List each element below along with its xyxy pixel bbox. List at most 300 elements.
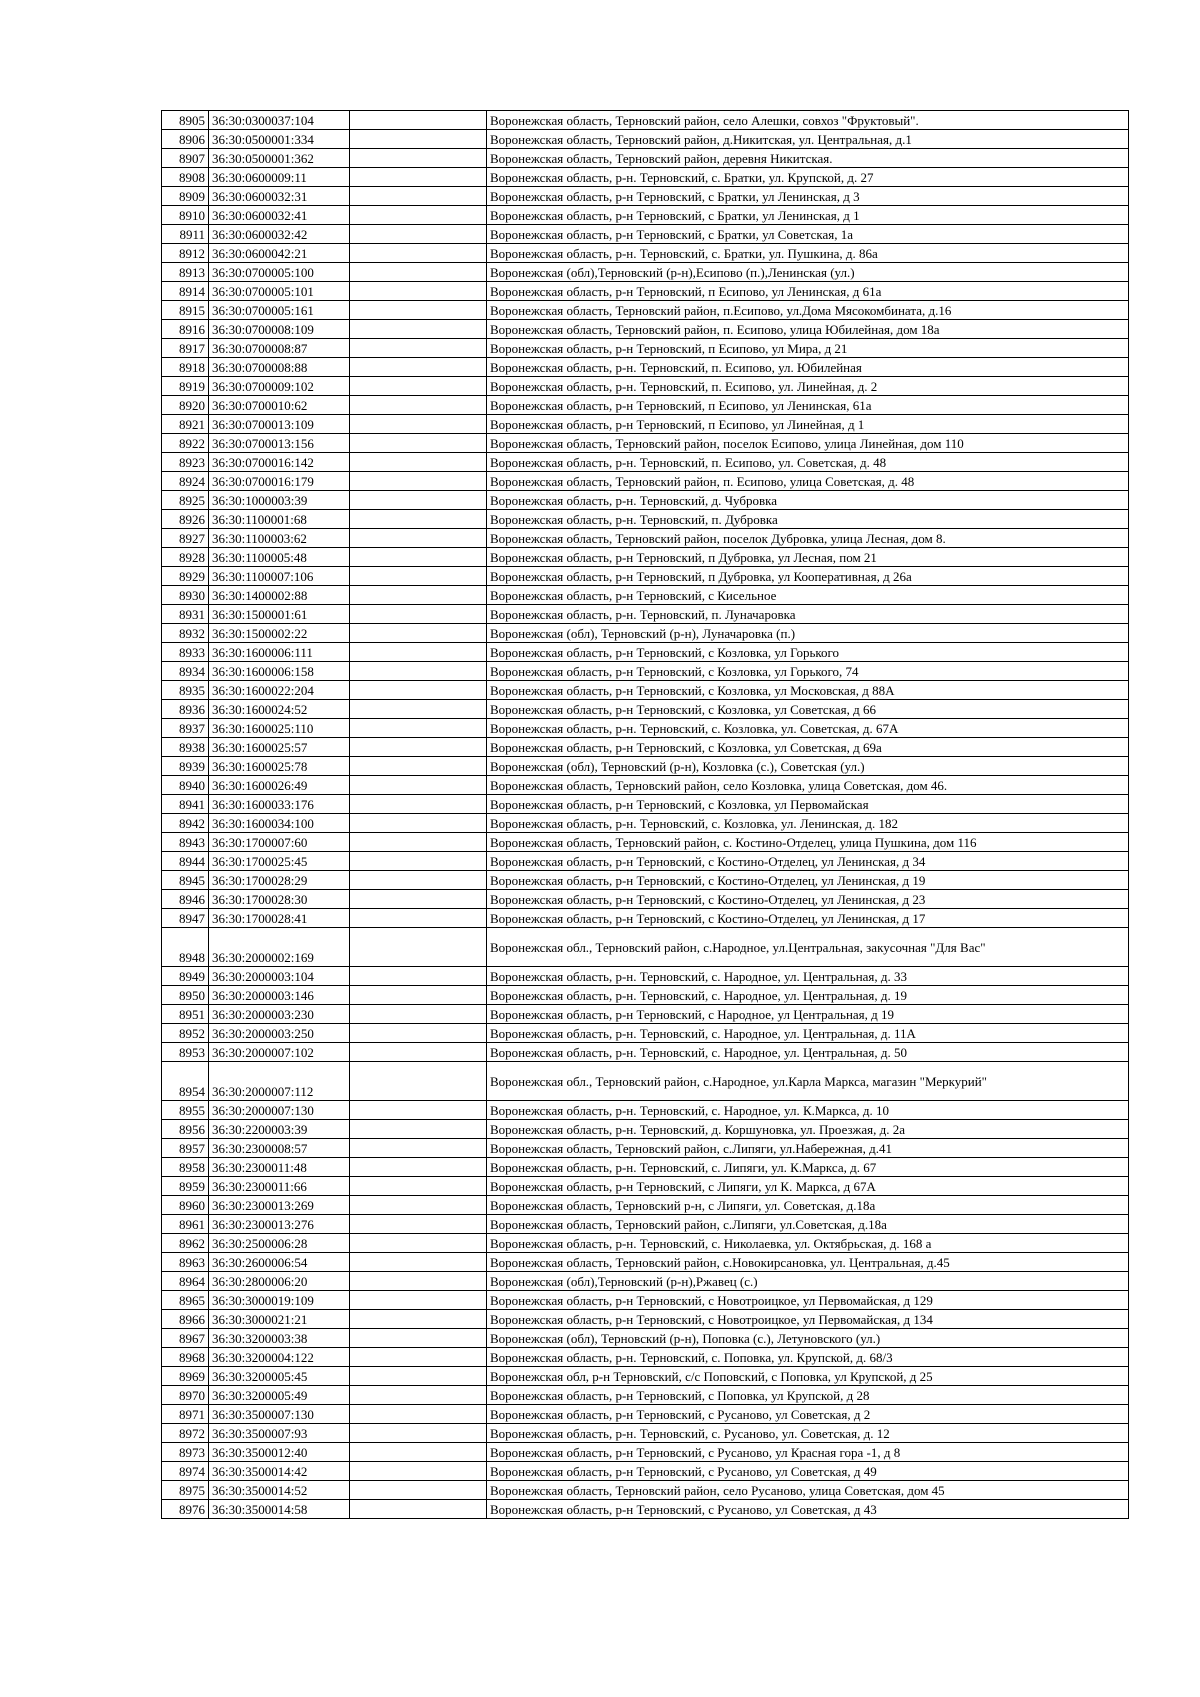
table-row [162, 453, 1129, 472]
table-row [162, 377, 1129, 396]
empty-column-cell [350, 453, 487, 472]
address-cell: Воронежская область, Терновский район, село Козловка, улица Советская, дом 46. [487, 776, 1129, 795]
cadastral-number-cell: 36:30:1600025:78 [209, 757, 350, 776]
address-cell: Воронежская область, р-н Терновский, с Русаново, ул Советская, д 49 [487, 1462, 1129, 1481]
cadastral-number-cell: 36:30:0700009:102 [209, 377, 350, 396]
row-number-cell: 8962 [162, 1234, 209, 1253]
row-number-cell: 8953 [162, 1043, 209, 1062]
address-cell: Воронежская область, Терновский район, п.Есипово, ул.Дома Мясокомбината, д.16 [487, 301, 1129, 320]
empty-column-cell [350, 1405, 487, 1424]
empty-column-cell [350, 1101, 487, 1120]
empty-column-cell [350, 1196, 487, 1215]
row-number-cell: 8938 [162, 738, 209, 757]
address-cell: Воронежская обл., Терновский район, с.Народное, ул.Центральная, закусочная "Для Вас" [487, 928, 1129, 967]
empty-column-cell [350, 1329, 487, 1348]
empty-column-cell [350, 491, 487, 510]
empty-column-cell [350, 282, 487, 301]
cadastral-number-cell: 36:30:2300011:66 [209, 1177, 350, 1196]
table-row [162, 1443, 1129, 1462]
row-number-cell: 8964 [162, 1272, 209, 1291]
cadastral-number-cell: 36:30:0700008:87 [209, 339, 350, 358]
table-row [162, 529, 1129, 548]
empty-column-cell [350, 700, 487, 719]
row-number-cell: 8914 [162, 282, 209, 301]
table-row [162, 681, 1129, 700]
table-row [162, 1500, 1129, 1519]
address-cell: Воронежская область, р-н Терновский, п Есипово, ул Ленинская, д 61а [487, 282, 1129, 301]
address-cell: Воронежская область, р-н. Терновский, с. Народное, ул. Центральная, д. 50 [487, 1043, 1129, 1062]
table-row [162, 814, 1129, 833]
empty-column-cell [350, 624, 487, 643]
address-cell: Воронежская обл., Терновский район, с.Народное, ул.Карла Маркса, магазин "Меркурий" [487, 1062, 1129, 1101]
row-number-cell: 8955 [162, 1101, 209, 1120]
address-cell: Воронежская область, Терновский район, деревня Никитская. [487, 149, 1129, 168]
row-number-cell: 8919 [162, 377, 209, 396]
address-cell: Воронежская область, р-н Терновский, с Козловка, ул Советская, д 69а [487, 738, 1129, 757]
address-cell: Воронежская область, р-н Терновский, с Костино-Отделец, ул Ленинская, д 23 [487, 890, 1129, 909]
table-row [162, 1158, 1129, 1177]
address-cell: Воронежская (обл), Терновский (р-н), Луначаровка (п.) [487, 624, 1129, 643]
cadastral-number-cell: 36:30:2300013:276 [209, 1215, 350, 1234]
row-number-cell: 8957 [162, 1139, 209, 1158]
empty-column-cell [350, 1462, 487, 1481]
table-row [162, 263, 1129, 282]
table-row [162, 586, 1129, 605]
row-number-cell: 8940 [162, 776, 209, 795]
empty-column-cell [350, 1424, 487, 1443]
cadastral-number-cell: 36:30:0700016:142 [209, 453, 350, 472]
row-number-cell: 8941 [162, 795, 209, 814]
table-row [162, 890, 1129, 909]
table-row [162, 111, 1129, 130]
empty-column-cell [350, 890, 487, 909]
address-cell: Воронежская область, р-н Терновский, с Братки, ул Советская, 1а [487, 225, 1129, 244]
row-number-cell: 8948 [162, 928, 209, 967]
table-row [162, 605, 1129, 624]
row-number-cell: 8965 [162, 1291, 209, 1310]
empty-column-cell [350, 377, 487, 396]
address-cell: Воронежская область, р-н. Терновский, д. Коршуновка, ул. Проезжая, д. 2а [487, 1120, 1129, 1139]
cadastral-number-cell: 36:30:0500001:362 [209, 149, 350, 168]
cadastral-number-cell: 36:30:1100005:48 [209, 548, 350, 567]
row-number-cell: 8911 [162, 225, 209, 244]
row-number-cell: 8929 [162, 567, 209, 586]
cadastral-number-cell: 36:30:3500014:42 [209, 1462, 350, 1481]
table-row [162, 833, 1129, 852]
row-number-cell: 8969 [162, 1367, 209, 1386]
address-cell: Воронежская область, р-н Терновский, с Козловка, ул Московская, д 88А [487, 681, 1129, 700]
table-row [162, 1272, 1129, 1291]
cadastral-number-cell: 36:30:2800006:20 [209, 1272, 350, 1291]
row-number-cell: 8931 [162, 605, 209, 624]
row-number-cell: 8927 [162, 529, 209, 548]
cadastral-registry-table [161, 110, 1129, 1519]
table-row [162, 1024, 1129, 1043]
row-number-cell: 8946 [162, 890, 209, 909]
row-number-cell: 8922 [162, 434, 209, 453]
empty-column-cell [350, 510, 487, 529]
table-row [162, 662, 1129, 681]
table-row [162, 396, 1129, 415]
row-number-cell: 8907 [162, 149, 209, 168]
empty-column-cell [350, 548, 487, 567]
empty-column-cell [350, 187, 487, 206]
empty-column-cell [350, 814, 487, 833]
cadastral-number-cell: 36:30:2000003:146 [209, 986, 350, 1005]
empty-column-cell [350, 586, 487, 605]
address-cell: Воронежская обл, р-н Терновский, с/с Поповский, с Поповка, ул Крупской, д 25 [487, 1367, 1129, 1386]
row-number-cell: 8909 [162, 187, 209, 206]
table-row [162, 624, 1129, 643]
address-cell: Воронежская область, р-н Терновский, п Есипово, ул Мира, д 21 [487, 339, 1129, 358]
cadastral-number-cell: 36:30:0500001:334 [209, 130, 350, 149]
empty-column-cell [350, 320, 487, 339]
table-row [162, 1310, 1129, 1329]
table-row [162, 967, 1129, 986]
cadastral-number-cell: 36:30:2300013:269 [209, 1196, 350, 1215]
address-cell: Воронежская область, р-н Терновский, с Костино-Отделец, ул Ленинская, д 34 [487, 852, 1129, 871]
table-row [162, 1386, 1129, 1405]
empty-column-cell [350, 738, 487, 757]
row-number-cell: 8918 [162, 358, 209, 377]
cadastral-number-cell: 36:30:1600024:52 [209, 700, 350, 719]
cadastral-number-cell: 36:30:1600034:100 [209, 814, 350, 833]
table-row [162, 757, 1129, 776]
cadastral-number-cell: 36:30:2200003:39 [209, 1120, 350, 1139]
table-row [162, 776, 1129, 795]
empty-column-cell [350, 1481, 487, 1500]
table-row [162, 1253, 1129, 1272]
cadastral-number-cell: 36:30:3200005:49 [209, 1386, 350, 1405]
cadastral-number-cell: 36:30:1100001:68 [209, 510, 350, 529]
cadastral-number-cell: 36:30:2000003:230 [209, 1005, 350, 1024]
empty-column-cell [350, 605, 487, 624]
empty-column-cell [350, 967, 487, 986]
address-cell: Воронежская область, р-н Терновский, с Козловка, ул Советская, д 66 [487, 700, 1129, 719]
row-number-cell: 8906 [162, 130, 209, 149]
address-cell: Воронежская область, Терновский район, д.Никитская, ул. Центральная, д.1 [487, 130, 1129, 149]
cadastral-number-cell: 36:30:0700005:100 [209, 263, 350, 282]
row-number-cell: 8915 [162, 301, 209, 320]
row-number-cell: 8917 [162, 339, 209, 358]
empty-column-cell [350, 871, 487, 890]
row-number-cell: 8947 [162, 909, 209, 928]
empty-column-cell [350, 244, 487, 263]
empty-column-cell [350, 1005, 487, 1024]
address-cell: Воронежская область, р-н Терновский, с Костино-Отделец, ул Ленинская, д 19 [487, 871, 1129, 890]
address-cell: Воронежская область, р-н Терновский, с Русаново, ул Советская, д 43 [487, 1500, 1129, 1519]
table-row [162, 1101, 1129, 1120]
address-cell: Воронежская область, р-н. Терновский, п. Есипово, ул. Юбилейная [487, 358, 1129, 377]
table-row [162, 1481, 1129, 1500]
table-row [162, 1196, 1129, 1215]
cadastral-number-cell: 36:30:1100007:106 [209, 567, 350, 586]
row-number-cell: 8956 [162, 1120, 209, 1139]
table-row [162, 1234, 1129, 1253]
row-number-cell: 8932 [162, 624, 209, 643]
row-number-cell: 8966 [162, 1310, 209, 1329]
empty-column-cell [350, 1120, 487, 1139]
cadastral-number-cell: 36:30:1700028:29 [209, 871, 350, 890]
empty-column-cell [350, 168, 487, 187]
table-row [162, 871, 1129, 890]
table-row [162, 1005, 1129, 1024]
row-number-cell: 8963 [162, 1253, 209, 1272]
cadastral-number-cell: 36:30:2500006:28 [209, 1234, 350, 1253]
address-cell: Воронежская область, р-н. Терновский, с. Народное, ул. Центральная, д. 19 [487, 986, 1129, 1005]
table-row [162, 301, 1129, 320]
table-row [162, 415, 1129, 434]
table-row [162, 491, 1129, 510]
address-cell: Воронежская область, Терновский район, п. Есипово, улица Юбилейная, дом 18а [487, 320, 1129, 339]
empty-column-cell [350, 681, 487, 700]
registry-body [162, 111, 1129, 1519]
row-number-cell: 8930 [162, 586, 209, 605]
empty-column-cell [350, 833, 487, 852]
row-number-cell: 8921 [162, 415, 209, 434]
empty-column-cell [350, 472, 487, 491]
row-number-cell: 8958 [162, 1158, 209, 1177]
table-row [162, 700, 1129, 719]
address-cell: Воронежская область, Терновский р-н, с Липяги, ул. Советская, д.18а [487, 1196, 1129, 1215]
address-cell: Воронежская область, р-н. Терновский, с. Братки, ул. Крупской, д. 27 [487, 168, 1129, 187]
row-number-cell: 8952 [162, 1024, 209, 1043]
row-number-cell: 8942 [162, 814, 209, 833]
empty-column-cell [350, 795, 487, 814]
table-row [162, 1120, 1129, 1139]
address-cell: Воронежская область, р-н Терновский, п Есипово, ул Ленинская, 61а [487, 396, 1129, 415]
empty-column-cell [350, 529, 487, 548]
cadastral-number-cell: 36:30:3500007:130 [209, 1405, 350, 1424]
cadastral-number-cell: 36:30:2000007:112 [209, 1062, 350, 1101]
address-cell: Воронежская область, р-н Терновский, с Козловка, ул Горького [487, 643, 1129, 662]
empty-column-cell [350, 206, 487, 225]
row-number-cell: 8973 [162, 1443, 209, 1462]
cadastral-number-cell: 36:30:0700013:156 [209, 434, 350, 453]
address-cell: Воронежская область, Терновский район, поселок Есипово, улица Линейная, дом 110 [487, 434, 1129, 453]
empty-column-cell [350, 1367, 487, 1386]
row-number-cell: 8924 [162, 472, 209, 491]
cadastral-number-cell: 36:30:0600032:41 [209, 206, 350, 225]
address-cell: Воронежская область, р-н Терновский, с Новотроицкое, ул Первомайская, д 129 [487, 1291, 1129, 1310]
empty-column-cell [350, 1139, 487, 1158]
address-cell: Воронежская область, Терновский район, с.Липяги, ул.Набережная, д.41 [487, 1139, 1129, 1158]
empty-column-cell [350, 396, 487, 415]
table-row [162, 130, 1129, 149]
cadastral-number-cell: 36:30:3500014:52 [209, 1481, 350, 1500]
cadastral-number-cell: 36:30:2300011:48 [209, 1158, 350, 1177]
address-cell: Воронежская область, р-н. Терновский, с. Николаевка, ул. Октябрьская, д. 168 а [487, 1234, 1129, 1253]
address-cell: Воронежская область, р-н Терновский, п Есипово, ул Линейная, д 1 [487, 415, 1129, 434]
row-number-cell: 8910 [162, 206, 209, 225]
table-row [162, 149, 1129, 168]
table-row [162, 358, 1129, 377]
address-cell: Воронежская область, р-н. Терновский, с. Народное, ул. Центральная, д. 33 [487, 967, 1129, 986]
address-cell: Воронежская область, р-н Терновский, с Братки, ул Ленинская, д 3 [487, 187, 1129, 206]
cadastral-number-cell: 36:30:0600009:11 [209, 168, 350, 187]
cadastral-number-cell: 36:30:1700028:30 [209, 890, 350, 909]
address-cell: Воронежская область, р-н. Терновский, д. Чубровка [487, 491, 1129, 510]
empty-column-cell [350, 852, 487, 871]
empty-column-cell [350, 358, 487, 377]
empty-column-cell [350, 1177, 487, 1196]
table-row [162, 187, 1129, 206]
empty-column-cell [350, 415, 487, 434]
row-number-cell: 8937 [162, 719, 209, 738]
address-cell: Воронежская область, р-н. Терновский, с. Народное, ул. К.Маркса, д. 10 [487, 1101, 1129, 1120]
empty-column-cell [350, 130, 487, 149]
empty-column-cell [350, 1024, 487, 1043]
empty-column-cell [350, 149, 487, 168]
cadastral-number-cell: 36:30:1700025:45 [209, 852, 350, 871]
cadastral-number-cell: 36:30:3000021:21 [209, 1310, 350, 1329]
row-number-cell: 8959 [162, 1177, 209, 1196]
table-row [162, 320, 1129, 339]
row-number-cell: 8972 [162, 1424, 209, 1443]
address-cell: Воронежская область, р-н. Терновский, с. Козловка, ул. Советская, д. 67А [487, 719, 1129, 738]
address-cell: Воронежская область, р-н Терновский, с Кисельное [487, 586, 1129, 605]
cadastral-number-cell: 36:30:2000003:250 [209, 1024, 350, 1043]
empty-column-cell [350, 776, 487, 795]
cadastral-number-cell: 36:30:0700008:109 [209, 320, 350, 339]
table-row [162, 1177, 1129, 1196]
row-number-cell: 8920 [162, 396, 209, 415]
row-number-cell: 8960 [162, 1196, 209, 1215]
cadastral-number-cell: 36:30:1000003:39 [209, 491, 350, 510]
row-number-cell: 8933 [162, 643, 209, 662]
table-row [162, 738, 1129, 757]
cadastral-number-cell: 36:30:0300037:104 [209, 111, 350, 130]
cadastral-number-cell: 36:30:1400002:88 [209, 586, 350, 605]
table-row [162, 1291, 1129, 1310]
cadastral-number-cell: 36:30:0700005:101 [209, 282, 350, 301]
empty-column-cell [350, 1348, 487, 1367]
address-cell: Воронежская область, Терновский район, с. Костино-Отделец, улица Пушкина, дом 116 [487, 833, 1129, 852]
table-row [162, 548, 1129, 567]
cadastral-number-cell: 36:30:0700013:109 [209, 415, 350, 434]
table-row [162, 1139, 1129, 1158]
cadastral-number-cell: 36:30:3200004:122 [209, 1348, 350, 1367]
row-number-cell: 8944 [162, 852, 209, 871]
empty-column-cell [350, 263, 487, 282]
table-row [162, 852, 1129, 871]
cadastral-number-cell: 36:30:0600042:21 [209, 244, 350, 263]
table-row [162, 282, 1129, 301]
empty-column-cell [350, 1158, 487, 1177]
address-cell: Воронежская область, Терновский район, село Алешки, совхоз "Фруктовый". [487, 111, 1129, 130]
address-cell: Воронежская область, Терновский район, с.Новокирсановка, ул. Центральная, д.45 [487, 1253, 1129, 1272]
address-cell: Воронежская область, р-н. Терновский, п. Есипово, ул. Советская, д. 48 [487, 453, 1129, 472]
address-cell: Воронежская область, р-н Терновский, п Дубровка, ул Лесная, пом 21 [487, 548, 1129, 567]
table-row [162, 1405, 1129, 1424]
empty-column-cell [350, 928, 487, 967]
table-row [162, 206, 1129, 225]
row-number-cell: 8961 [162, 1215, 209, 1234]
table-row [162, 1367, 1129, 1386]
address-cell: Воронежская область, р-н Терновский, с Новотроицкое, ул Первомайская, д 134 [487, 1310, 1129, 1329]
empty-column-cell [350, 643, 487, 662]
cadastral-number-cell: 36:30:0700005:161 [209, 301, 350, 320]
cadastral-number-cell: 36:30:0600032:42 [209, 225, 350, 244]
cadastral-number-cell: 36:30:3500012:40 [209, 1443, 350, 1462]
cadastral-number-cell: 36:30:2300008:57 [209, 1139, 350, 1158]
cadastral-number-cell: 36:30:1100003:62 [209, 529, 350, 548]
row-number-cell: 8971 [162, 1405, 209, 1424]
empty-column-cell [350, 1291, 487, 1310]
address-cell: Воронежская область, р-н Терновский, с Костино-Отделец, ул Ленинская, д 17 [487, 909, 1129, 928]
table-row [162, 244, 1129, 263]
cadastral-number-cell: 36:30:3200005:45 [209, 1367, 350, 1386]
cadastral-number-cell: 36:30:1700007:60 [209, 833, 350, 852]
cadastral-number-cell: 36:30:2000007:102 [209, 1043, 350, 1062]
cadastral-number-cell: 36:30:2600006:54 [209, 1253, 350, 1272]
table-row [162, 434, 1129, 453]
row-number-cell: 8934 [162, 662, 209, 681]
table-row [162, 1348, 1129, 1367]
table-row [162, 168, 1129, 187]
row-number-cell: 8943 [162, 833, 209, 852]
empty-column-cell [350, 301, 487, 320]
empty-column-cell [350, 567, 487, 586]
empty-column-cell [350, 1062, 487, 1101]
address-cell: Воронежская область, р-н Терновский, с Братки, ул Ленинская, д 1 [487, 206, 1129, 225]
cadastral-number-cell: 36:30:3500014:58 [209, 1500, 350, 1519]
address-cell: Воронежская область, Терновский район, село Русаново, улица Советская, дом 45 [487, 1481, 1129, 1500]
address-cell: Воронежская область, р-н. Терновский, с. Русаново, ул. Советская, д. 12 [487, 1424, 1129, 1443]
table-row [162, 339, 1129, 358]
address-cell: Воронежская область, р-н Терновский, с Поповка, ул Крупской, д 28 [487, 1386, 1129, 1405]
row-number-cell: 8928 [162, 548, 209, 567]
cadastral-number-cell: 36:30:1600033:176 [209, 795, 350, 814]
empty-column-cell [350, 225, 487, 244]
cadastral-number-cell: 36:30:1600025:110 [209, 719, 350, 738]
address-cell: Воронежская область, Терновский район, п. Есипово, улица Советская, д. 48 [487, 472, 1129, 491]
empty-column-cell [350, 1234, 487, 1253]
empty-column-cell [350, 1215, 487, 1234]
address-cell: Воронежская область, р-н. Терновский, с. Липяги, ул. К.Маркса, д. 67 [487, 1158, 1129, 1177]
row-number-cell: 8949 [162, 967, 209, 986]
cadastral-number-cell: 36:30:1600006:158 [209, 662, 350, 681]
empty-column-cell [350, 434, 487, 453]
table-row [162, 719, 1129, 738]
table-row [162, 1043, 1129, 1062]
row-number-cell: 8912 [162, 244, 209, 263]
address-cell: Воронежская область, Терновский район, с.Липяги, ул.Советская, д.18а [487, 1215, 1129, 1234]
address-cell: Воронежская область, р-н. Терновский, с. Козловка, ул. Ленинская, д. 182 [487, 814, 1129, 833]
empty-column-cell [350, 1500, 487, 1519]
cadastral-number-cell: 36:30:0700016:179 [209, 472, 350, 491]
address-cell: Воронежская область, р-н. Терновский, с. Братки, ул. Пушкина, д. 86а [487, 244, 1129, 263]
row-number-cell: 8968 [162, 1348, 209, 1367]
cadastral-number-cell: 36:30:0700010:62 [209, 396, 350, 415]
row-number-cell: 8913 [162, 263, 209, 282]
address-cell: Воронежская область, Терновский район, поселок Дубровка, улица Лесная, дом 8. [487, 529, 1129, 548]
address-cell: Воронежская область, р-н Терновский, с Козловка, ул Горького, 74 [487, 662, 1129, 681]
table-row [162, 643, 1129, 662]
cadastral-number-cell: 36:30:0600032:31 [209, 187, 350, 206]
row-number-cell: 8954 [162, 1062, 209, 1101]
row-number-cell: 8951 [162, 1005, 209, 1024]
empty-column-cell [350, 719, 487, 738]
row-number-cell: 8926 [162, 510, 209, 529]
table-row [162, 472, 1129, 491]
empty-column-cell [350, 909, 487, 928]
cadastral-number-cell: 36:30:3500007:93 [209, 1424, 350, 1443]
table-row [162, 795, 1129, 814]
empty-column-cell [350, 1272, 487, 1291]
cadastral-number-cell: 36:30:1600025:57 [209, 738, 350, 757]
cadastral-number-cell: 36:30:1600022:204 [209, 681, 350, 700]
